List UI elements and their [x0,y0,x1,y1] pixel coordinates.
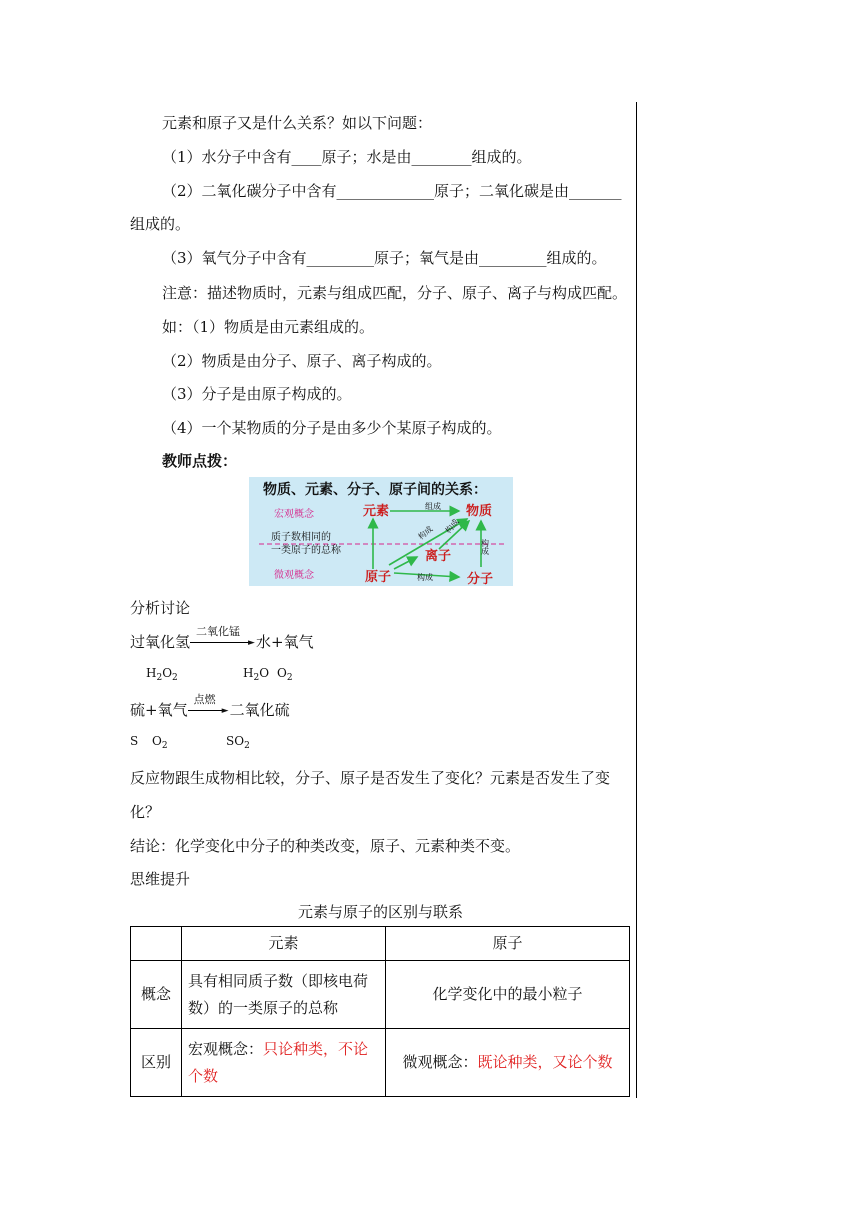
relationship-diagram [249,477,513,586]
reaction-2 [130,693,290,720]
table-row-concept [131,961,630,1029]
header-cell-empty [131,927,182,961]
construct-label: 构成 [417,573,433,582]
reaction-2-arrow: 点燃 ► [188,701,230,715]
question-3: （3）氧气分子中含有_________原子；氧气是由_________组成的。 [162,249,607,267]
table-row-difference [131,1029,630,1097]
reaction-2-reactants: 硫+氧气 [130,701,188,719]
table-header-row [131,927,630,961]
node-element: 元素 [363,504,390,519]
middle-label-2: 一类原子的总称 [271,545,341,556]
thinking-heading: 思维提升 [130,870,191,888]
macro-label: 宏观概念 [274,509,314,520]
cell-atom-concept: 化学变化中的最小粒子 [386,961,630,1029]
question-2b: 组成的。 [130,215,191,233]
node-substance: 物质 [466,504,493,519]
row-label-concept: 概念 [131,961,182,1029]
reaction-1 [130,625,314,652]
question-line-a: 反应物跟生成物相比较，分子、原子是否发生了变化？元素是否发生了变 [130,769,611,787]
question-1: （1）水分子中含有____原子；水是由________组成的。 [162,148,532,166]
construct-diag-label-1: 构成 [416,524,435,542]
micro-label: 微观概念 [274,570,314,581]
node-ion: 离子 [425,549,452,564]
example-3: （3）分子是由原子构成的。 [162,385,352,403]
formula-water: $H_2O$ [243,666,270,683]
question-2a: （2）二氧化碳分子中含有_____________原子；二氧化碳是由_______ [162,182,622,200]
construct-right-label: 构成 [480,539,490,555]
diagram-canvas [249,477,513,586]
example-1: 如：（1）物质是由元素组成的。 [162,318,375,336]
comparison-table [130,926,630,1097]
arrow-atom-ion [394,557,417,569]
formula-oxygen-2: $O_2$ [152,734,168,751]
reaction-1-catalyst: 二氧化锰 [196,625,241,638]
note-line: 注意：描述物质时，元素与组成匹配，分子、原子、离子与构成匹配。 [162,284,628,302]
intro-line: 元素和原子又是什么关系？如以下问题： [162,114,433,132]
reaction-2-product: 二氧化硫 [229,701,290,719]
formula-hydrogen-peroxide: $H_2O_2$ [146,666,178,683]
diagram-title: 物质、元素、分子、原子间的关系： [263,482,487,498]
analysis-heading: 分析讨论 [130,599,191,617]
formula-oxygen: $O_2$ [277,666,293,683]
question-line-b: 化？ [130,803,161,821]
page-right-rule [636,102,637,1098]
reaction-2-condition: 点燃 [193,693,216,706]
header-cell-atom: 原子 [386,927,630,961]
construct-diag-label-2: 构成 [443,517,461,536]
middle-label-1: 质子数相同的 [271,532,331,543]
node-atom: 原子 [365,570,392,585]
reaction-1-reactant: 过氧化氢 [130,633,191,651]
cell-element-difference: 宏观概念：只论种类，不论个数 [182,1029,386,1097]
cell-element-concept: 具有相同质子数（即核电荷数）的一类原子的总称 [182,961,386,1029]
row-label-difference: 区别 [131,1029,182,1097]
compose-label: 组成 [425,502,441,511]
reaction-1-product: 水+氧气 [256,633,314,651]
cell-atom-difference: 微观概念：既论种类，又论个数 [386,1029,630,1097]
example-2: （2）物质是由分子、原子、离子构成的。 [162,352,442,370]
conclusion-line: 结论：化学变化中分子的种类改变，原子、元素种类不变。 [130,837,521,855]
table-title: 元素与原子的区别与联系 [298,903,464,921]
node-molecule: 分子 [467,572,494,586]
header-cell-element: 元素 [182,927,386,961]
example-4: （4）一个某物质的分子是由多少个某原子构成的。 [162,419,502,437]
formula-sulfur: S [130,734,139,748]
formula-sulfur-dioxide: $SO_2$ [226,734,250,751]
reaction-1-arrow: 二氧化锰 ► [190,633,256,647]
teacher-tip-heading: 教师点拨： [162,452,238,470]
